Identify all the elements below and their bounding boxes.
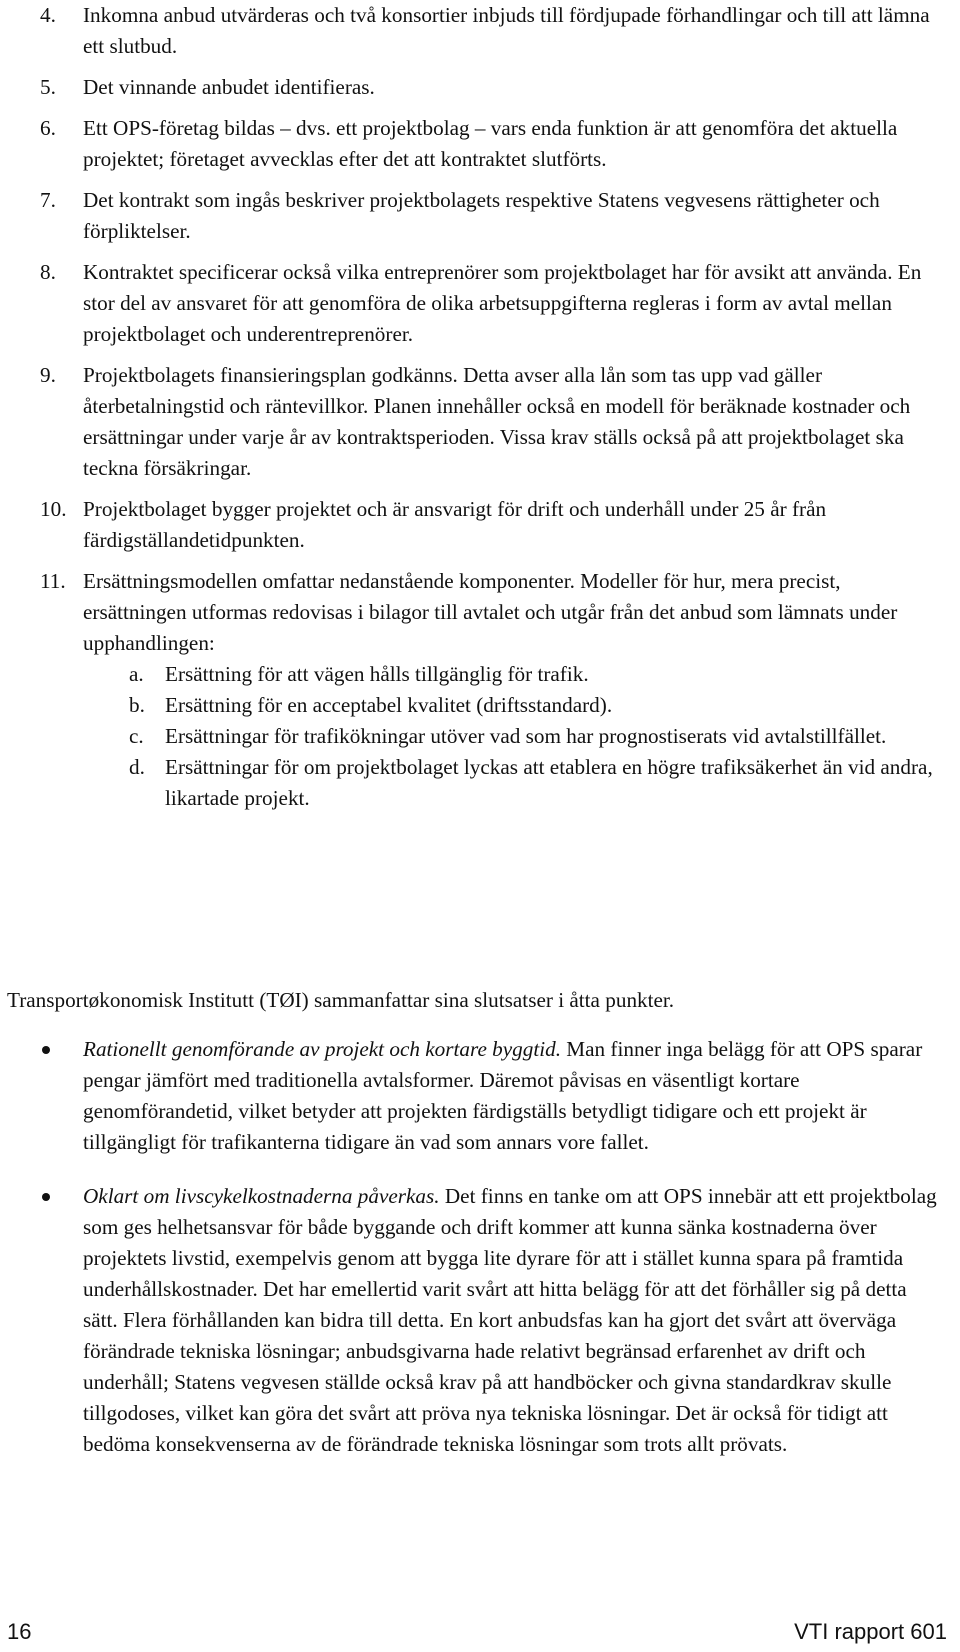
bullet-icon <box>42 1046 50 1054</box>
item-text: Projektbolaget bygger projektet och är ansvarigt för drift och underhåll under 25 år från färdigställandetidpunkten. <box>83 497 827 552</box>
item-text: Projektbolagets finansieringsplan godkänns. Detta avser alla lån som tas upp vad gäller återbetalningstid och räntevillkor. Planen innehåller också en modell för beräknade kostnader och ersättningar under varje år av kontraktsperioden. Vissa krav ställs också på att projektbolaget ska teckna försäkringar. <box>83 363 911 480</box>
sub-item-label: b. <box>129 693 145 717</box>
list-item <box>40 113 945 175</box>
list-item <box>40 494 945 556</box>
sub-item-label: d. <box>129 755 145 779</box>
item-text: Det kontrakt som ingås beskriver projektbolagets respektive Statens vegvesens rättigheter och förpliktelser. <box>83 188 880 243</box>
sub-item-text: Ersättningar för trafikökningar utöver vad som har prognostiserats vid avtalstillfället. <box>165 724 887 748</box>
sub-list-item <box>129 752 945 814</box>
page-number: 16 <box>7 1619 32 1644</box>
sub-list-item <box>129 690 945 721</box>
item-text: Ett OPS-företag bildas – dvs. ett projektbolag – vars enda funktion är att genomföra det aktuella projektet; företaget avvecklas efter det att kontraktet slutförts. <box>83 116 898 171</box>
bullet-item <box>40 1181 945 1460</box>
item-number: 10. <box>40 497 67 521</box>
sub-list-item <box>129 721 945 752</box>
list-item <box>40 185 945 247</box>
sub-item-text: Ersättning för en acceptabel kvalitet (driftsstandard). <box>165 693 613 717</box>
item-number: 4. <box>40 3 56 27</box>
item-number: 5. <box>40 75 56 99</box>
item-text: Det vinnande anbudet identifieras. <box>83 75 375 99</box>
bullet-item <box>40 1034 945 1158</box>
item-number: 8. <box>40 260 56 284</box>
bullet-text: Det finns en tanke om att OPS innebär att ett projektbolag som ges helhetsansvar för både byggande och drift kommer att kunna sänka kostnaderna över projektets livstid, exempelvis genom att bygga lite dyrare för att i stället kunna spara på framtida underhållskostnader. Det har emellertid varit svårt att hitta belägg för att det förhåller sig på detta sätt. Flera förhållanden kan bidra till detta. En kort anbudsfas kan ha gjort det svårt att överväga förändrade tekniska lösningar; anbudsgivarna hade relativt begränsad erfarenhet av drift och underhåll; Statens vegvesen ställde också krav på att handböcker och givna standardkrav skulle tillgodoses, vilket kan göra det svårt att pröva nya tekniska lösningar. Det är också för tidigt att bedöma konsekvenserna av de förändrade tekniska lösningar som trots allt prövats. <box>83 1184 937 1456</box>
list-item <box>40 566 945 814</box>
list-item <box>40 72 945 103</box>
list-item <box>40 257 945 350</box>
sub-list-item <box>129 659 945 690</box>
item-text: Inkomna anbud utvärderas och två konsortier inbjuds till fördjupade förhandlingar och till att lämna ett slutbud. <box>83 3 930 58</box>
sub-item-label: c. <box>129 724 144 748</box>
item-number: 11. <box>40 569 66 593</box>
bullet-heading: Rationellt genomförande av projekt och kortare byggtid. <box>83 1037 561 1061</box>
bullet-heading: Oklart om livscykelkostnaderna påverkas. <box>83 1184 440 1208</box>
sub-item-label: a. <box>129 662 144 686</box>
sub-list <box>83 659 945 814</box>
sub-item-text: Ersättningar för om projektbolaget lyckas att etablera en högre trafiksäkerhet än vid andra, likartade projekt. <box>165 755 933 810</box>
item-number: 9. <box>40 363 56 387</box>
item-number: 6. <box>40 116 56 140</box>
report-label: VTI rapport 601 <box>794 1619 947 1644</box>
item-text: Ersättningsmodellen omfattar nedanstående komponenter. Modeller för hur, mera precist, ersättningen utformas redovisas i bilagor till avtalet och utgår från det anbud som lämnats under upphandlingen: <box>83 569 898 655</box>
sub-item-text: Ersättning för att vägen hålls tillgänglig för trafik. <box>165 662 589 686</box>
bullet-list <box>40 1034 945 1483</box>
bullet-text: Man finner inga belägg för att OPS sparar pengar jämfört med traditionella avtalsformer. Däremot påvisas en väsentligt kortare genomförandetid, vilket betyder att projekten färdigställs betydligt tidigare och ett projekt är tillgängligt för trafikanterna tidigare än vad som annars vore fallet. <box>83 1037 923 1154</box>
item-text: Kontraktet specificerar också vilka entreprenörer som projektbolaget har för avsikt att använda. En stor del av ansvaret för att genomföra de olika arbetsuppgifterna regleras i form av avtal mellan projektbolaget och underentreprenörer. <box>83 260 922 346</box>
list-item <box>40 0 945 62</box>
list-item <box>40 360 945 484</box>
item-number: 7. <box>40 188 56 212</box>
intro-paragraph: Transportøkonomisk Institutt (TØI) sammanfattar sina slutsatser i åtta punkter. <box>7 988 675 1012</box>
page-footer <box>7 1619 947 1647</box>
numbered-list <box>40 0 945 824</box>
bullet-icon <box>42 1193 50 1201</box>
